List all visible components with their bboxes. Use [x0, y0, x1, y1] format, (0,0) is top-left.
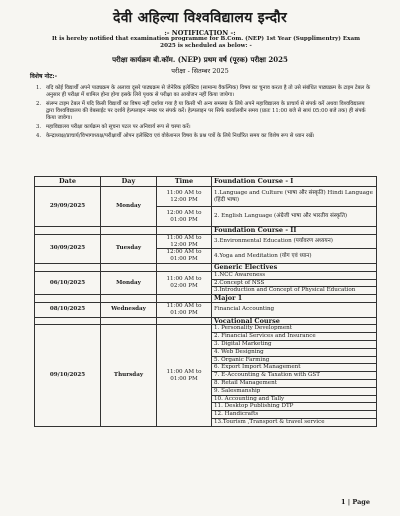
- exam-date: 30/09/2025: [35, 234, 101, 263]
- exam-date: 29/09/2025: [35, 187, 101, 227]
- notification-heading: :- NOTIFICATION -:: [164, 29, 236, 37]
- note-text: संलग्न टाइम टेबल में यदि किसी विद्यार्थी का विषय नहीं दर्शाया गया है या किसी भी अन्य समस्या के लिये अपने महाविद्यालय के प्राचार्य से संपर्क करें अथवा विश्वविद्यालय द्वारा विश्वविद्यालय की वेबसाईट पर दर्शाये हेल्पलाइन नम्बर पर संपर्क करें। हेल्पलाइन पर सिर्फ कार्यालयीन समय (प्रातः 11:00 बजे से सायं 05:00 बजे तक) ही संपर्क किया जावेगा।: [46, 100, 366, 122]
- notes-list: [36, 85, 374, 141]
- course-name: 2. English Language (अंग्रेजी भाषा और भारतीय संस्कृति): [212, 207, 377, 227]
- note-number: 2.: [36, 100, 42, 107]
- table-row: [35, 234, 377, 249]
- exam-time: 11:00 AM to 12:00 PM: [157, 234, 212, 249]
- note-item: [36, 101, 374, 123]
- exam-date: 06/10/2025: [35, 271, 101, 294]
- notes-title: विशेष नोट:-: [30, 73, 58, 80]
- section-row: [35, 227, 377, 235]
- exam-day: Monday: [101, 187, 157, 227]
- course-name: 4.Yoga and Meditation (योग एवं ध्यान): [212, 249, 377, 264]
- course-name: 3.Introduction and Concept of Physical Education: [212, 287, 377, 295]
- exam-day: Wednesday: [101, 302, 157, 317]
- course-name: 9. Salesmanship: [212, 387, 377, 395]
- table-row: [35, 302, 377, 317]
- exam-time: 11:00 AM to 12:00 PM: [157, 187, 212, 207]
- exam-schedule-table: [34, 176, 377, 427]
- header-date: Date: [35, 177, 101, 187]
- course-name: 8. Retail Management: [212, 379, 377, 387]
- section-vocational: Vocational Course: [212, 317, 377, 325]
- exam-time: 11:00 AM to 01:00 PM: [157, 302, 212, 317]
- exam-date: 08/10/2025: [35, 302, 101, 317]
- exam-time: 11:00 AM to 01:00 PM: [157, 325, 212, 426]
- exam-day: Thursday: [101, 325, 157, 426]
- course-name: 10. Accounting and Tally: [212, 395, 377, 403]
- course-name: 5. Organic Farming: [212, 356, 377, 364]
- course-name: 2.Concept of NSS: [212, 279, 377, 287]
- note-number: 1.: [36, 85, 42, 91]
- course-name: 3. Digital Marketing: [212, 340, 377, 348]
- exam-date: 09/10/2025: [35, 325, 101, 426]
- exam-month: परीक्षा - सितम्बर 2025: [171, 67, 229, 75]
- section-foundation-1: Foundation Course - I: [212, 177, 377, 187]
- note-text: यदि कोई विद्यार्थी अपने पाठ्यक्रम के अलावा दूसरे पाठ्यक्रम से जेनेरिक इलेक्टिव (सामान्य वैकल्पिक) विषय का चुनाव करता है तो उसे संबंधित पाठ्यक्रम के टाइम टेबल के अनुसार ही परीक्षा में शामिल होना होगा इसके लिये पृथक से परीक्षा का आयोजन नहीं किया जायेगा।: [46, 85, 371, 99]
- header-day: Day: [101, 177, 157, 187]
- table-header-row: [35, 177, 377, 187]
- exam-day: Monday: [101, 271, 157, 294]
- exam-time: 11:00 AM to 02:00 PM: [157, 271, 212, 294]
- course-name: 1. Personality Development: [212, 325, 377, 333]
- exam-subtitle: परीक्षा कार्यक्रम बी.कॉम. (NEP) प्रथम वर्ष (पूरक) परीक्षा 2025: [112, 55, 288, 64]
- section-row: [35, 295, 377, 303]
- table-row: [35, 187, 377, 207]
- table-row: [35, 325, 377, 333]
- exam-time: 12:00 AM to 01:00 PM: [157, 207, 212, 227]
- note-item: [36, 133, 374, 140]
- exam-time: 12:00 AM to 01:00 PM: [157, 249, 212, 264]
- course-name: Financial Accounting: [212, 302, 377, 317]
- course-name: 12. Handicrafts: [212, 411, 377, 419]
- section-major-1: Major 1: [212, 295, 377, 303]
- note-number: 4.: [36, 132, 42, 139]
- section-foundation-2: Foundation Course - II: [212, 227, 377, 235]
- note-text: केन्द्राध्यक्ष/प्राचार्य/विभागाध्यक्ष/परीक्षार्थी ओपन इलेक्टिव एवं वोकेशनल विषय के प्रश्न पत्रों के लिये निर्धारित समय का विशेष रूप से ध्यान रखें।: [46, 132, 315, 139]
- exam-day: Tuesday: [101, 234, 157, 263]
- course-name: 11. Desktop Publishing DTP: [212, 403, 377, 411]
- course-name: 13.Tourism ,Transport & travel service: [212, 418, 377, 426]
- header-time: Time: [157, 177, 212, 187]
- section-row: [35, 263, 377, 271]
- section-generic-electives: Generic Electives: [212, 263, 377, 271]
- section-row: [35, 317, 377, 325]
- university-title: देवी अहिल्या विश्वविद्यालय इन्दौर: [113, 10, 287, 26]
- note-item: [36, 124, 374, 131]
- table-row: [35, 271, 377, 279]
- course-name: 1.NCC Awareness: [212, 271, 377, 279]
- course-name: 2. Financial Services and Insurance: [212, 333, 377, 341]
- course-name: 4. Web Designing: [212, 348, 377, 356]
- intro-text: It is hereby notified that examination programme for B.Com. (NEP) 1st Year (Supplimentry) Exam 2025 is scheduled as below: -: [51, 36, 361, 49]
- note-item: [36, 85, 374, 99]
- page-number: 1 | Page: [340, 498, 370, 506]
- note-number: 3.: [36, 124, 42, 131]
- note-text: महाविद्यालय परीक्षा कार्यक्रम को सूचना पटल पर अनिवार्य रूप से चस्पा करें।: [46, 124, 191, 131]
- course-name: 1.Language and Culture (भाषा और संस्कृति) Hindi Language (हिंदी भाषा): [212, 187, 377, 207]
- course-name: 3.Environmental Education (पर्यावरण अध्ययन): [212, 234, 377, 249]
- course-name: 7. E-Accounting & Taxation with GST: [212, 372, 377, 380]
- course-name: 6. Export Import Management: [212, 364, 377, 372]
